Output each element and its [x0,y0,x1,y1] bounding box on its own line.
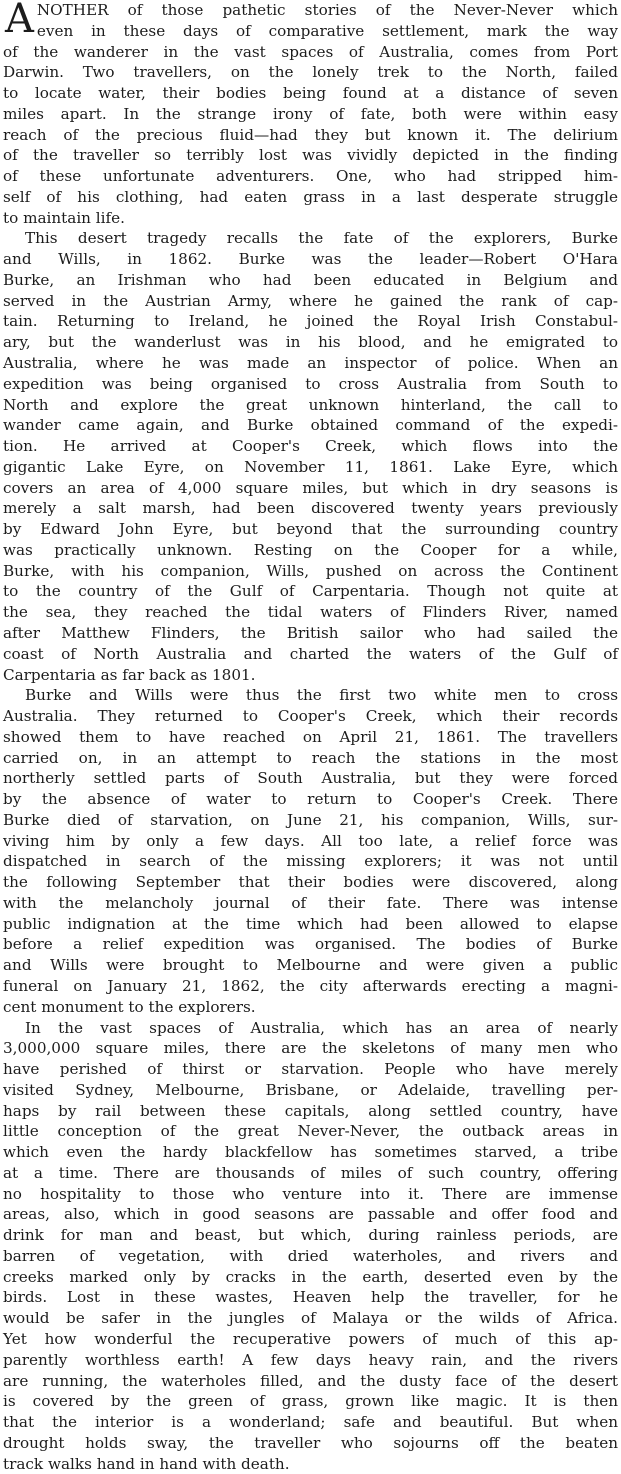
text-line: have perished of thirst or starvation. People who have merely [3,1060,618,1079]
text-line: creeks marked only by cracks in the earth, deserted even by the [3,1267,618,1286]
text-line: NOTHER of those pathetic stories of the Never-Never which [36,1,618,19]
text-line: even in these days of comparative settlement, mark the way [36,21,618,40]
text-line: This desert tragedy recalls the fate of the explorers, Burke [25,229,618,248]
paragraph-4 [3,1018,618,1474]
text-line: Yet how wonderful the recuperative powers of much of this ap- [3,1330,618,1348]
text-line: which even the hardy blackfellow has sometimes starved, a tribe [3,1143,618,1162]
text-line: parently worthless earth! A few days heavy rain, and the rivers [3,1350,618,1369]
text-line: by Edward John Eyre, but beyond that the surrounding country [3,520,618,539]
text-line: that the interior is a wonderland; safe and beautiful. But when [3,1413,618,1432]
text-line: haps by rail between these capitals, along settled country, have [3,1101,618,1120]
text-line: drink for man and beast, but which, during rainless periods, are [3,1226,618,1245]
text-line: North and explore the great unknown hinterland, the call to [3,395,618,414]
text-line: northerly settled parts of South Australia, but they were forced [3,769,618,788]
text-line: carried on, in an attempt to reach the stations in the most [3,748,618,767]
text-line: miles apart. In the strange irony of fate, both were within easy [3,104,618,123]
paragraph-2 [3,228,618,685]
text-line: merely a salt marsh, had been discovered twenty years previously [3,499,618,518]
text-line: cent monument to the explorers. [3,997,256,1016]
text-line: the sea, they reached the tidal waters of Flinders River, named [3,603,618,622]
text-line: barren of vegetation, with dried waterholes, and rivers and [3,1246,618,1265]
text-line: Burke, an Irishman who had been educated in Belgium and [3,270,618,289]
paragraph-3 [3,685,618,1017]
text-line: before a relief expedition was organised. The bodies of Burke [3,935,618,954]
text-line: drought holds sway, the traveller who sojourns off the beaten [3,1433,618,1452]
text-line: coast of North Australia and charted the waters of the Gulf of [3,644,618,663]
text-line: tion. He arrived at Cooper's Creek, which flows into the [3,437,618,456]
text-line: reach of the precious fluid—had they but known it. The delirium [3,125,618,144]
text-line: the following September that their bodies were discovered, along [3,873,618,892]
text-line: Burke and Wills were thus the first two white men to cross [25,686,618,705]
text-line: self of his clothing, had eaten grass in a last desperate struggle [3,187,618,206]
text-line: In the vast spaces of Australia, which has an area of nearly [25,1018,618,1037]
text-line: Carpentaria as far back as 1801. [3,665,256,684]
text-line: Australia. They returned to Cooper's Creek, which their records [3,707,618,726]
text-line: Darwin. Two travellers, on the lonely trek to the North, failed [3,63,618,82]
text-line: to the country of the Gulf of Carpentaria. Though not quite at [3,582,618,601]
text-line: wander came again, and Burke obtained command of the expedi- [3,416,618,435]
text-line: is covered by the green of grass, grown like magic. It is then [3,1392,618,1411]
text-line: and Wills were brought to Melbourne and were given a public [3,956,618,975]
text-line: track walks hand in hand with death. [3,1454,290,1473]
text-line: by the absence of water to return to Cooper's Creek. There [3,790,618,809]
text-line: to locate water, their bodies being found at a distance of seven [3,84,618,103]
text-line: dispatched in search of the missing explorers; it was not until [3,852,618,871]
text-line: to maintain life. [3,208,125,227]
text-line: tain. Returning to Ireland, he joined the Royal Irish Constabul- [3,312,618,331]
text-line: 3,000,000 square miles, there are the skeletons of many men who [3,1039,618,1058]
text-line: expedition was being organised to cross Australia from South to [3,374,618,393]
text-line: areas, also, which in good seasons are passable and offer food and [3,1205,618,1224]
text-line: funeral on January 21, 1862, the city afterwards erecting a magni- [3,976,618,995]
text-line: of the wanderer in the vast spaces of Australia, comes from Port [3,42,618,61]
text-line: at a time. There are thousands of miles of such country, offering [3,1163,618,1182]
text-line: of the traveller so terribly lost was vividly depicted in the finding [3,146,618,165]
drop-cap: A [5,0,34,42]
text-line: Australia, where he was made an inspector of police. When an [3,354,618,373]
text-line: Burke, with his companion, Wills, pushed on across the Continent [3,561,618,580]
text-line: little conception of the great Never-Never, the outback areas in [3,1122,618,1141]
text-line: viving him by only a few days. All too late, a relief force was [3,831,618,850]
text-line: showed them to have reached on April 21, 1861. The travellers [3,727,618,746]
text-line: served in the Austrian Army, where he gained the rank of cap- [3,291,618,310]
text-line: after Matthew Flinders, the British sailor who had sailed the [3,623,618,642]
text-line: gigantic Lake Eyre, on November 11, 1861. Lake Eyre, which [3,457,618,476]
text-line: covers an area of 4,000 square miles, but which in dry seasons is [3,478,618,497]
text-line: would be safer in the jungles of Malaya or the wilds of Africa. [3,1309,618,1328]
text-line: Burke died of starvation, on June 21, his companion, Wills, sur- [3,810,618,829]
text-line: birds. Lost in these wastes, Heaven help the traveller, for he [3,1288,618,1307]
paragraph-1 [3,0,618,228]
text-line: was practically unknown. Resting on the Cooper for a while, [3,540,618,559]
text-line: of these unfortunate adventurers. One, who had stripped him- [3,167,618,186]
text-line: visited Sydney, Melbourne, Brisbane, or Adelaide, travelling per- [3,1080,618,1099]
text-line: and Wills, in 1862. Burke was the leader—Robert O'Hara [3,250,618,269]
text-line: with the melancholy journal of their fate. There was intense [3,893,618,912]
text-line: public indignation at the time which had been allowed to elapse [3,914,618,933]
text-line: no hospitality to those who venture into it. There are immense [3,1184,618,1203]
text-line: ary, but the wanderlust was in his blood, and he emigrated to [3,333,618,352]
text-line: are running, the waterholes filled, and the dusty face of the desert [3,1371,618,1390]
